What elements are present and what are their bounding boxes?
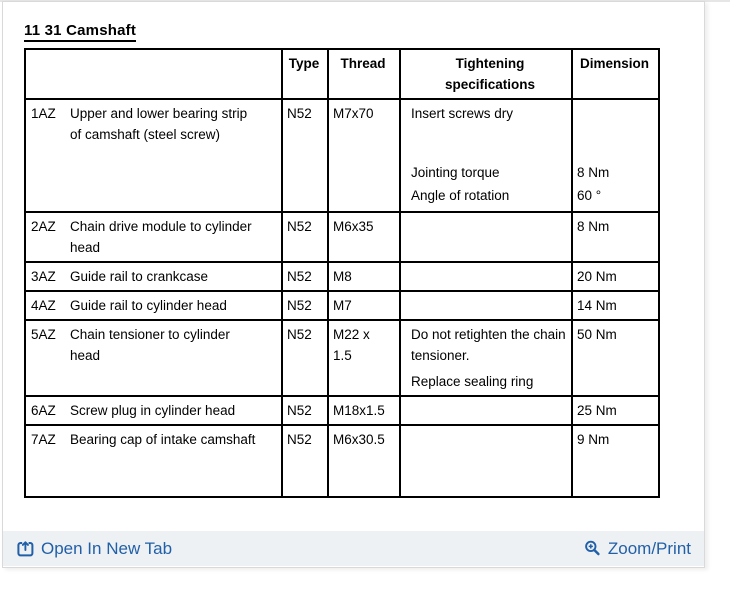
cell-type: N52 xyxy=(282,262,328,291)
cell-thread: M6x30.5 xyxy=(328,425,400,497)
cell-tightening xyxy=(400,262,572,291)
dimension-values xyxy=(577,161,609,207)
cell-tightening xyxy=(400,99,572,212)
cell-dimension: 50 Nm xyxy=(572,320,659,396)
table-row-6az xyxy=(25,396,659,425)
zoom-print-link[interactable] xyxy=(584,539,691,559)
cell-dimension: 14 Nm xyxy=(572,291,659,320)
row-id: 5AZ xyxy=(31,327,56,342)
document-panel xyxy=(2,1,705,568)
header-thread: Thread xyxy=(328,49,400,99)
zoom-in-icon xyxy=(584,540,602,558)
table-header-row xyxy=(25,49,659,99)
row-id: 7AZ xyxy=(31,432,56,447)
tightening-line: Do not retighten the chain tensioner. xyxy=(411,327,566,363)
cell-type: N52 xyxy=(282,396,328,425)
cell-type: N52 xyxy=(282,320,328,396)
table-row-3az xyxy=(25,262,659,291)
row-id: 4AZ xyxy=(31,298,56,313)
open-in-new-tab-link[interactable] xyxy=(16,539,172,559)
header-tightening: Tightening specifications xyxy=(400,49,572,99)
cell-tightening xyxy=(400,212,572,262)
viewer-toolbar xyxy=(3,531,704,566)
cell-thread: M7 xyxy=(328,291,400,320)
table-row-1az xyxy=(25,99,659,212)
cell-description xyxy=(25,99,282,212)
cell-tightening xyxy=(400,425,572,497)
row-description: Upper and lower bearing strip of camshaft (steel screw) xyxy=(70,106,248,142)
tightening-label: Jointing torque xyxy=(411,165,500,180)
table-row-4az xyxy=(25,291,659,320)
cell-tightening xyxy=(400,396,572,425)
table-row-2az xyxy=(25,212,659,262)
cell-type: N52 xyxy=(282,99,328,212)
zoom-print-label: Zoom/Print xyxy=(607,538,691,558)
row-id: 6AZ xyxy=(31,403,56,418)
row-id: 1AZ xyxy=(31,106,56,121)
tightening-labels xyxy=(411,161,509,207)
row-id: 2AZ xyxy=(31,219,56,234)
cell-dimension: 25 Nm xyxy=(572,396,659,425)
tightening-label: Angle of rotation xyxy=(411,188,510,203)
cell-description xyxy=(25,425,282,497)
header-dimension: Dimension xyxy=(572,49,659,99)
row-description: Screw plug in cylinder head xyxy=(70,403,236,418)
header-type: Type xyxy=(282,49,328,99)
torque-spec-table xyxy=(24,48,660,498)
tightening-line: Replace sealing ring xyxy=(411,374,534,389)
row-id: 3AZ xyxy=(31,269,56,284)
cell-description xyxy=(25,396,282,425)
dimension-value: 8 Nm xyxy=(577,165,610,180)
table-row-5az xyxy=(25,320,659,396)
cell-dimension xyxy=(572,99,659,212)
dimension-value: 60 ° xyxy=(577,188,602,203)
row-description: Chain tensioner to cylinder head xyxy=(70,327,230,363)
thread-value: M22 x 1.5 xyxy=(333,327,370,363)
cell-type: N52 xyxy=(282,291,328,320)
cell-tightening xyxy=(400,320,572,396)
cell-thread xyxy=(328,320,400,396)
row-description: Guide rail to crankcase xyxy=(70,269,209,284)
cell-description xyxy=(25,262,282,291)
cell-thread: M7x70 xyxy=(328,99,400,212)
row-description: Chain drive module to cylinder head xyxy=(70,219,252,255)
cell-thread: M8 xyxy=(328,262,400,291)
row-description: Guide rail to cylinder head xyxy=(70,298,227,313)
cell-thread: M18x1.5 xyxy=(328,396,400,425)
cell-dimension: 9 Nm xyxy=(572,425,659,497)
open-in-new-tab-icon xyxy=(16,539,35,558)
cell-thread: M6x35 xyxy=(328,212,400,262)
cell-description xyxy=(25,212,282,262)
cell-description xyxy=(25,291,282,320)
cell-dimension: 8 Nm xyxy=(572,212,659,262)
row-description: Bearing cap of intake camshaft xyxy=(70,432,256,447)
header-item xyxy=(25,49,282,99)
cell-tightening xyxy=(400,291,572,320)
cell-dimension: 20 Nm xyxy=(572,262,659,291)
document-title: 11 31 Camshaft xyxy=(24,22,136,42)
cell-description xyxy=(25,320,282,396)
table-row-7az xyxy=(25,425,659,497)
cell-type: N52 xyxy=(282,425,328,497)
tightening-note: Insert screws dry xyxy=(411,106,514,121)
cell-type: N52 xyxy=(282,212,328,262)
open-in-new-tab-label: Open In New Tab xyxy=(41,538,173,558)
